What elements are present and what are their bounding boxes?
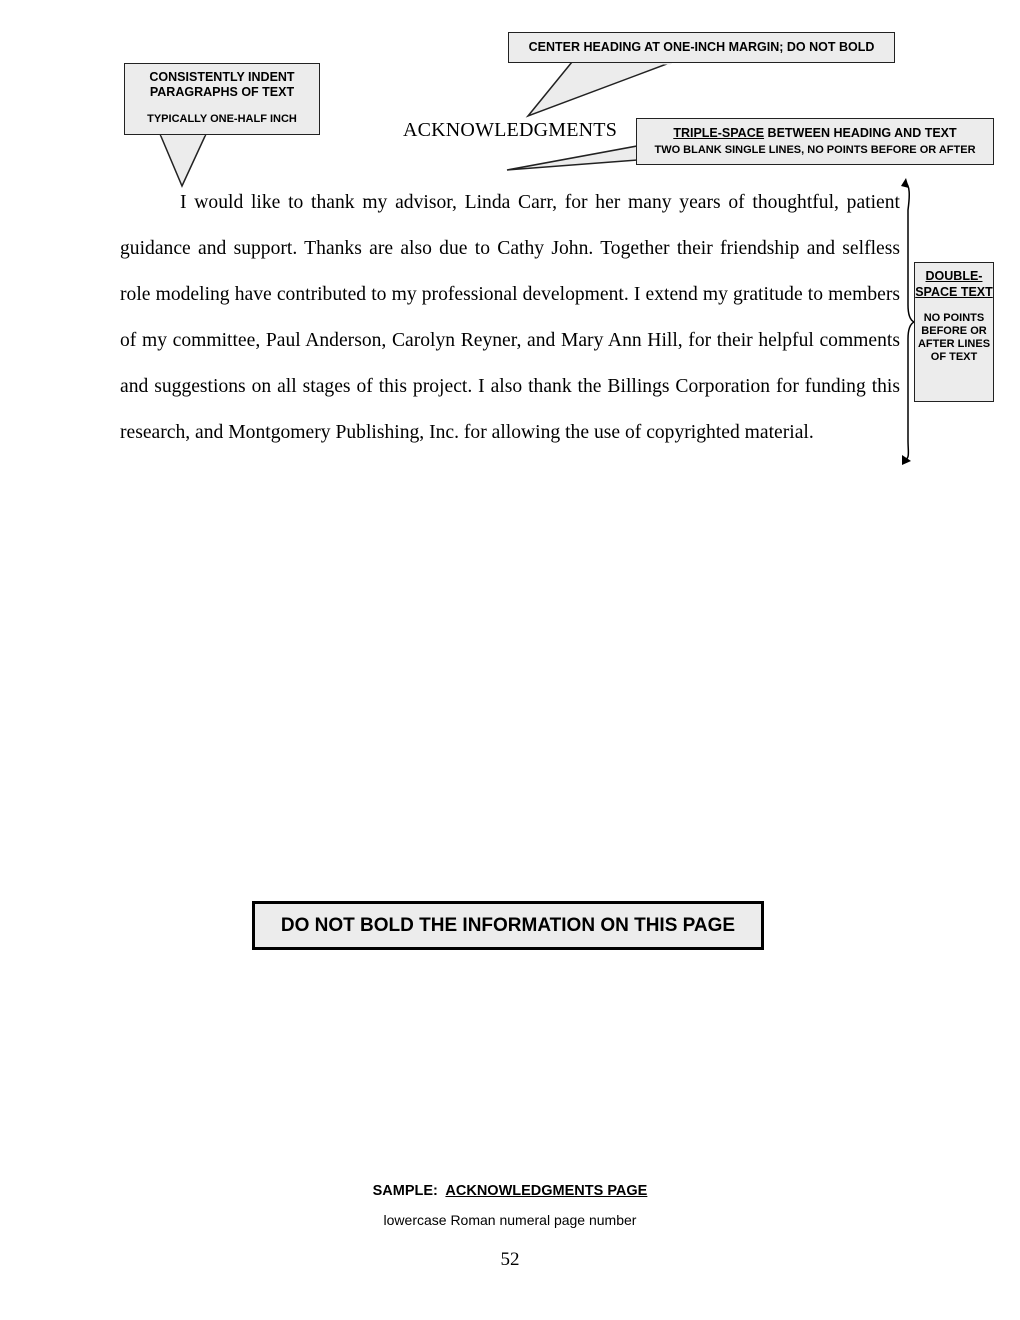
sample-subtitle: lowercase Roman numeral page number xyxy=(383,1212,637,1228)
indent-callout-sub: TYPICALLY ONE-HALF INCH xyxy=(147,113,297,125)
double-space-callout xyxy=(914,262,994,402)
indent-callout-title: CONSISTENTLY INDENT PARAGRAPHS OF TEXT xyxy=(149,70,295,99)
acknowledgments-paragraph: I would like to thank my advisor, Linda Carr, for her many years of thoughtful, patient guidance and support. Thanks are also due to Cathy John. Together their friendship and selfless role modeling have contributed to my professional development. I extend my gratitude to members of my committee, Paul Anderson, Carolyn Reyner, and Mary Ann Hill, for their helpful comments and suggestions on all stages of this project. I also thank the Billings Corporation for funding this research, and Montgomery Publishing, Inc. for allowing the use of copyrighted material. xyxy=(120,192,900,443)
triple-space-pointer xyxy=(507,146,637,170)
bracket-arrow-bottom xyxy=(902,455,911,465)
no-bold-notice xyxy=(252,901,764,950)
sample-label xyxy=(0,1183,1020,1199)
triple-space-label: TRIPLE-SPACE xyxy=(673,126,765,140)
center-heading-callout xyxy=(508,32,895,63)
double-space-bracket xyxy=(905,182,914,460)
triple-space-sub: TWO BLANK SINGLE LINES, NO POINTS BEFORE OR AFTER xyxy=(654,144,976,156)
page-heading: ACKNOWLEDGMENTS xyxy=(402,119,618,141)
triple-space-rest: BETWEEN HEADING AND TEXT xyxy=(764,126,957,140)
center-heading-callout-text: CENTER HEADING AT ONE-INCH MARGIN; DO NOT BOLD xyxy=(528,40,875,54)
bracket-arrow-top xyxy=(901,178,909,188)
page-number: 52 xyxy=(500,1249,520,1270)
sample-prefix: SAMPLE: xyxy=(372,1183,438,1199)
indent-callout xyxy=(124,63,320,135)
triple-space-callout xyxy=(636,118,994,165)
indent-pointer xyxy=(160,134,206,186)
no-bold-notice-text: DO NOT BOLD THE INFORMATION ON THIS PAGE xyxy=(280,915,736,936)
center-heading-pointer xyxy=(528,62,672,116)
sample-title: ACKNOWLEDGMENTS PAGE xyxy=(445,1183,648,1199)
double-space-sub: NO POINTS BEFORE OR AFTER LINES OF TEXT xyxy=(917,312,991,363)
double-space-title: DOUBLE-SPACE TEXT xyxy=(915,269,993,299)
